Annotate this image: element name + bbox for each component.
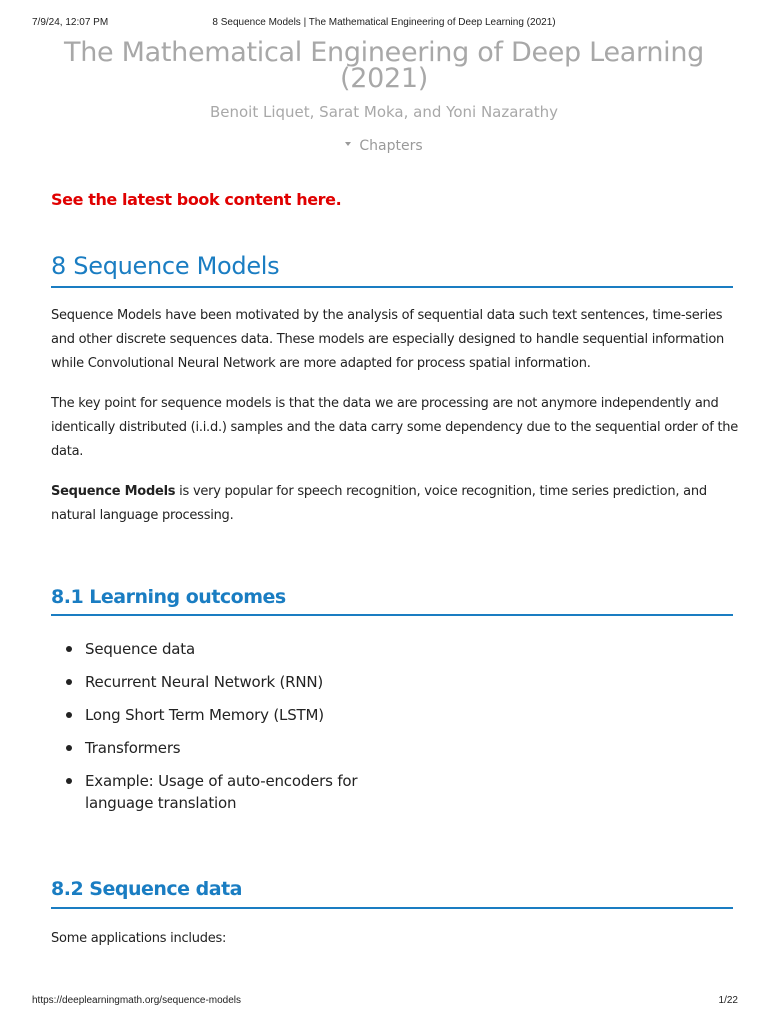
chapter-paragraph-2: The key point for sequence models is that the data we are processing are not anymore independently and identically distributed (i.i.d.) samples and the data carry some dependency due to the sequential order of the data. <box>51 396 739 459</box>
list-item-text: Long Short Term Memory (LSTM) <box>85 706 324 724</box>
list-item <box>51 737 411 759</box>
bullet-icon <box>66 712 72 718</box>
list-item-text: Transformers <box>85 739 181 757</box>
latest-content-link[interactable]: See the latest book content here. <box>51 190 342 209</box>
list-item <box>51 704 411 726</box>
chapters-toggle[interactable] <box>0 138 768 154</box>
list-item-text: Example: Usage of auto-encoders for language translation <box>85 772 358 812</box>
book-title-line2: (2021) <box>340 63 428 94</box>
learning-outcomes-rule <box>51 614 733 616</box>
book-authors: Benoit Liquet, Sarat Moka, and Yoni Nazarathy <box>209 103 559 121</box>
print-date: 7/9/24, 12:07 PM <box>32 17 109 28</box>
list-item <box>51 770 411 814</box>
chapter-heading: 8 Sequence Models <box>51 252 280 280</box>
print-document-title: 8 Sequence Models | The Mathematical Engineering of Deep Learning (2021) <box>212 17 556 28</box>
bullet-icon <box>66 778 72 784</box>
list-item-text: Recurrent Neural Network (RNN) <box>85 673 324 691</box>
bullet-icon <box>66 646 72 652</box>
chapter-heading-rule <box>51 286 733 288</box>
sequence-data-heading: 8.2 Sequence data <box>51 878 242 900</box>
learning-outcomes-list <box>51 638 411 825</box>
chapters-label: Chapters <box>359 138 423 154</box>
learning-outcomes-heading: 8.1 Learning outcomes <box>51 586 286 608</box>
list-item-text: Sequence data <box>85 640 195 658</box>
bullet-icon <box>66 745 72 751</box>
sequence-data-intro: Some applications includes: <box>51 931 227 946</box>
chapter-paragraph-1: Sequence Models have been motivated by the analysis of sequential data such text sentences, time-series and other discrete sequences data. These models are especially designed to handle sequential information while Convolutional Neural Network are more adapted for process spatial information. <box>51 308 725 371</box>
page-number: 1/22 <box>718 995 738 1006</box>
bullet-icon <box>66 679 72 685</box>
book-title[interactable] <box>0 37 768 94</box>
list-item <box>51 671 411 693</box>
sequence-data-rule <box>51 907 733 909</box>
print-url: https://deeplearningmath.org/sequence-models <box>32 995 242 1006</box>
caret-down-icon <box>345 142 351 146</box>
chapter-paragraph-3 <box>51 480 741 528</box>
sequence-models-term: Sequence Models <box>51 484 176 499</box>
book-title-line1: The Mathematical Engineering of Deep Learning <box>64 37 704 68</box>
list-item <box>51 638 411 660</box>
chapter-paragraph-3-text: is very popular for speech recognition, voice recognition, time series prediction, and natural language processing. <box>51 484 707 523</box>
